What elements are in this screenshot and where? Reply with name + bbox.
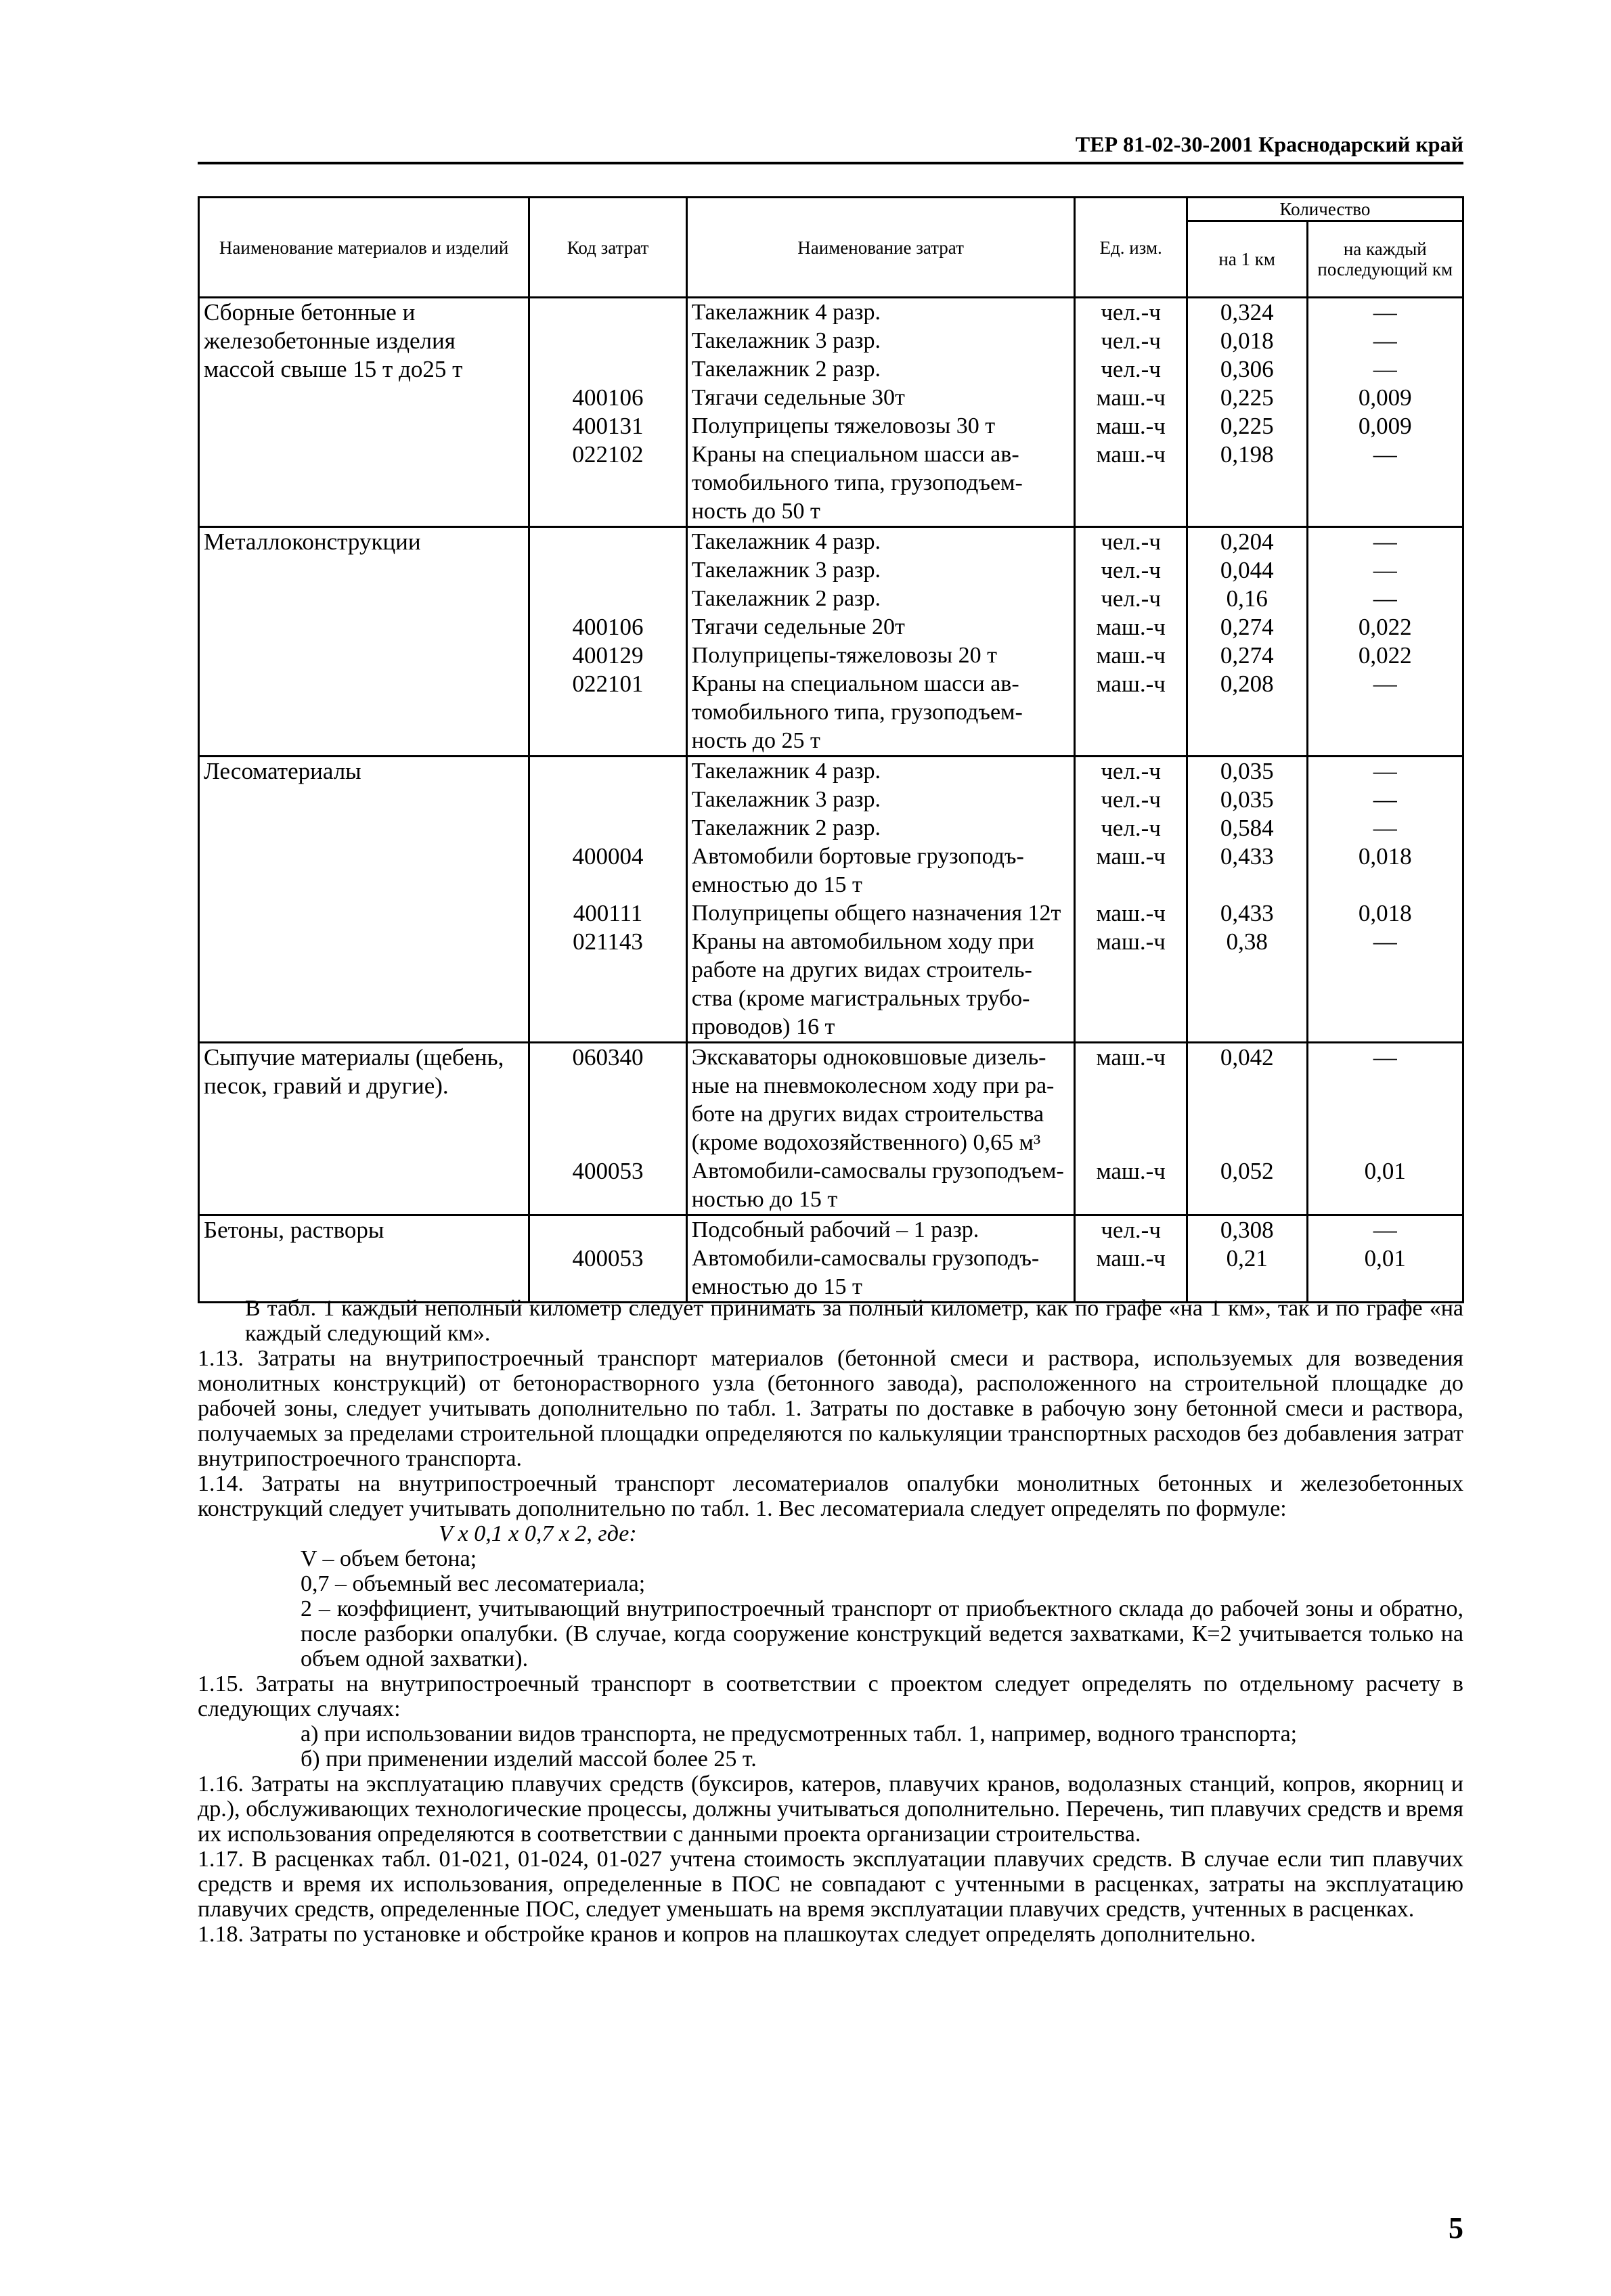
spacer xyxy=(1080,871,1181,899)
unit-cell xyxy=(1075,1215,1187,1303)
qty-per-next-km-cell xyxy=(1307,1043,1463,1215)
cost-name-line: ства (кроме магистральных трубо- xyxy=(691,986,1030,1011)
qty-per-1km: 0,204 xyxy=(1220,528,1274,555)
col-per-1km: на 1 км xyxy=(1187,221,1307,298)
spacer xyxy=(1312,1100,1458,1129)
cost-name-line: Такелажник 4 разр. xyxy=(691,300,881,325)
unit: маш.-ч xyxy=(1096,1245,1166,1271)
cost-name-line: Тягачи седельные 30т xyxy=(691,385,905,410)
spacer xyxy=(534,871,681,899)
formula-def-07: 0,7 – объемный вес лесоматериала; xyxy=(301,1571,646,1596)
body-text xyxy=(198,1296,1463,1947)
qty-per-next-km-cell xyxy=(1307,298,1463,527)
cost-code: 400106 xyxy=(572,384,644,411)
spacer xyxy=(534,1129,681,1157)
col-cost-name: Наименование затрат xyxy=(686,198,1075,298)
paragraph-1-15-b: б) при применении изделий массой более 25 т. xyxy=(301,1747,757,1772)
paragraph-1-17: 1.17. В расценках табл. 01-021, 01-024, 01-027 учтена стоимость эксплуатации плавучих средств. В случае если тип плавучих средств и время их использования, определенные в ПОС не совпадают с учтенными в расценках, затраты на эксплуатацию плавучих средств, определенные ПОС, следует уменьшать на время эксплуатации плавучих средств, учтенных в расценках. xyxy=(198,1847,1463,1922)
table-row xyxy=(199,1043,1463,1215)
qty-per-1km: 0,042 xyxy=(1220,1044,1274,1071)
cost-name-line: Такелажник 2 разр. xyxy=(691,586,881,611)
table-row xyxy=(199,757,1463,1043)
paragraph-1-18: 1.18. Затраты по установке и обстройке кранов и копров на плашкоутах следует определять дополнительно. xyxy=(198,1922,1256,1947)
material-name: Металлоконструкции xyxy=(199,527,529,757)
unit: маш.-ч xyxy=(1096,1158,1166,1184)
spacer xyxy=(1312,727,1458,755)
unit: маш.-ч xyxy=(1096,900,1166,926)
qty-per-1km: 0,274 xyxy=(1220,642,1274,669)
cost-name-cell xyxy=(686,527,1075,757)
qty-per-next-km: — xyxy=(1373,758,1397,784)
qty-per-1km: 0,018 xyxy=(1220,328,1274,354)
unit: чел.-ч xyxy=(1101,786,1161,813)
cost-name-line: Экскаваторы одноковшовые дизель- xyxy=(691,1045,1046,1070)
spacer xyxy=(534,727,681,755)
qty-per-1km: 0,308 xyxy=(1220,1217,1274,1243)
transport-costs-table xyxy=(198,196,1464,1303)
cost-name-line: ность до 25 т xyxy=(691,728,820,753)
unit: маш.-ч xyxy=(1096,642,1166,669)
spacer xyxy=(1080,1186,1181,1214)
qty-per-next-km: 0,009 xyxy=(1358,413,1412,439)
col-material: Наименование материалов и изделий xyxy=(199,198,529,298)
cost-name-line: Тягачи седельные 20т xyxy=(691,614,905,639)
qty-per-next-km-cell xyxy=(1307,1215,1463,1303)
qty-per-next-km: 0,009 xyxy=(1358,384,1412,411)
unit: чел.-ч xyxy=(1101,557,1161,583)
cost-code: 400004 xyxy=(572,843,644,870)
unit: маш.-ч xyxy=(1096,928,1166,955)
cost-name-line: боте на других видах строительства xyxy=(691,1102,1044,1127)
cost-code: 400129 xyxy=(572,642,644,669)
cost-name-line: Такелажник 4 разр. xyxy=(691,759,881,784)
unit: чел.-ч xyxy=(1101,299,1161,325)
paragraph-1-15: 1.15. Затраты на внутрипостроечный транспорт в соответствии с проектом следует определять по отдельному расчету в следующих случаях: xyxy=(198,1671,1463,1721)
spacer xyxy=(1080,469,1181,497)
col-quantity: Количество xyxy=(1187,198,1463,221)
spacer xyxy=(534,469,681,497)
cost-code xyxy=(534,1216,681,1244)
spacer xyxy=(534,1186,681,1214)
qty-per-1km: 0,208 xyxy=(1220,671,1274,697)
cost-name-line: Такелажник 3 разр. xyxy=(691,787,881,812)
qty-per-next-km: 0,01 xyxy=(1364,1245,1406,1271)
cost-code xyxy=(534,556,681,585)
cost-name-line: Такелажник 2 разр. xyxy=(691,815,881,840)
qty-per-next-km-cell xyxy=(1307,757,1463,1043)
cost-code xyxy=(534,298,681,327)
unit: чел.-ч xyxy=(1101,1217,1161,1243)
spacer xyxy=(1312,1072,1458,1100)
qty-per-1km-cell xyxy=(1187,527,1307,757)
cost-name-line: Подсобный рабочий – 1 разр. xyxy=(691,1217,979,1242)
cost-code-cell xyxy=(529,527,686,757)
cost-name-line: Такелажник 3 разр. xyxy=(691,558,881,583)
cost-code xyxy=(534,355,681,384)
qty-per-next-km: 0,022 xyxy=(1358,614,1412,640)
cost-code: 400131 xyxy=(572,413,644,439)
cost-code-cell xyxy=(529,757,686,1043)
document-code: ТЕР 81-02-30-2001 Краснодарский край xyxy=(1075,132,1463,156)
qty-per-next-km: — xyxy=(1373,1044,1397,1071)
cost-name-line: работе на других видах строитель- xyxy=(691,958,1032,983)
cost-name-line: Краны на специальном шасси ав- xyxy=(691,671,1019,696)
spacer xyxy=(1080,1100,1181,1129)
unit: чел.-ч xyxy=(1101,815,1161,841)
spacer xyxy=(1080,497,1181,526)
spacer xyxy=(534,985,681,1013)
unit: чел.-ч xyxy=(1101,758,1161,784)
unit: маш.-ч xyxy=(1096,384,1166,411)
material-name: Сборные бетонные и железобетонные изделия массой свыше 15 т до25 т xyxy=(199,298,529,527)
spacer xyxy=(1080,956,1181,985)
table-row xyxy=(199,527,1463,757)
qty-per-1km: 0,433 xyxy=(1220,900,1274,926)
cost-name-line: Краны на специальном шасси ав- xyxy=(691,442,1019,467)
formula: V x 0,1 x 0,7 x 2, где: xyxy=(439,1521,637,1546)
spacer xyxy=(534,1013,681,1041)
qty-per-next-km: — xyxy=(1373,441,1397,468)
spacer xyxy=(1080,727,1181,755)
spacer xyxy=(1312,698,1458,727)
qty-per-1km: 0,274 xyxy=(1220,614,1274,640)
spacer xyxy=(1080,1072,1181,1100)
cost-code: 400053 xyxy=(572,1158,644,1184)
qty-per-next-km: — xyxy=(1373,786,1397,813)
spacer xyxy=(1312,985,1458,1013)
qty-per-1km: 0,035 xyxy=(1220,786,1274,813)
cost-code-cell xyxy=(529,1043,686,1215)
unit-cell xyxy=(1075,757,1187,1043)
qty-per-1km-cell xyxy=(1187,298,1307,527)
qty-per-1km: 0,225 xyxy=(1220,384,1274,411)
unit: маш.-ч xyxy=(1096,1044,1166,1071)
table-row xyxy=(199,298,1463,527)
cost-name-line: Полуприцепы общего назначения 12т xyxy=(691,901,1061,926)
cost-code: 022101 xyxy=(572,671,644,697)
cost-name-line: томобильного типа, грузоподъем- xyxy=(691,470,1023,495)
qty-per-next-km: — xyxy=(1373,928,1397,955)
unit: маш.-ч xyxy=(1096,614,1166,640)
spacer xyxy=(1312,469,1458,497)
qty-per-next-km: — xyxy=(1373,299,1397,325)
unit: маш.-ч xyxy=(1096,441,1166,468)
col-unit: Ед. изм. xyxy=(1075,198,1187,298)
qty-per-next-km: — xyxy=(1373,585,1397,612)
spacer xyxy=(1080,1129,1181,1157)
formula-def-v: V – объем бетона; xyxy=(301,1546,477,1571)
spacer xyxy=(1192,698,1302,727)
cost-code xyxy=(534,786,681,814)
material-name: Бетоны, растворы xyxy=(199,1215,529,1303)
spacer xyxy=(534,956,681,985)
paragraph-1-16: 1.16. Затраты на эксплуатацию плавучих средств (буксиров, катеров, плавучих кранов, водолазных станций, копров, якорниц и др.), обслуживающих технологические процессы, должны учитываться дополнительно. Перечень, тип плавучих средств и время их использования определяются в соответствии с данными проекта организации строительства. xyxy=(198,1772,1463,1847)
page-header xyxy=(198,132,1463,163)
qty-per-1km: 0,21 xyxy=(1226,1245,1268,1271)
paragraph-1-15-a: а) при использовании видов транспорта, не предусмотренных табл. 1, например, водного транспорта; xyxy=(301,1721,1298,1747)
spacer xyxy=(1312,1186,1458,1214)
cost-code: 060340 xyxy=(572,1044,644,1071)
cost-name-line: Краны на автомобильном ходу при xyxy=(691,929,1034,954)
cost-name-line: (кроме водохозяйственного) 0,65 м³ xyxy=(691,1130,1041,1155)
spacer xyxy=(1192,871,1302,899)
cost-name-line: проводов) 16 т xyxy=(691,1014,835,1039)
cost-code xyxy=(534,757,681,786)
cost-code-cell xyxy=(529,1215,686,1303)
qty-per-next-km: 0,018 xyxy=(1358,900,1412,926)
qty-per-next-km: 0,022 xyxy=(1358,642,1412,669)
cost-code: 400106 xyxy=(572,614,644,640)
qty-per-1km: 0,433 xyxy=(1220,843,1274,870)
cost-name-line: Автомобили бортовые грузоподъ- xyxy=(691,844,1024,869)
table-note: В табл. 1 каждый неполный километр следует принимать за полный километр, как по графе «на 1 км», так и по графе «на каждый следующий км». xyxy=(245,1296,1463,1346)
spacer xyxy=(1192,1186,1302,1214)
qty-per-1km-cell xyxy=(1187,1043,1307,1215)
qty-per-next-km: — xyxy=(1373,1217,1397,1243)
cost-name-cell xyxy=(686,298,1075,527)
spacer xyxy=(1312,871,1458,899)
spacer xyxy=(1312,1129,1458,1157)
col-per-next-km: на каждый последующий км xyxy=(1307,221,1463,298)
unit-cell xyxy=(1075,1043,1187,1215)
qty-per-next-km-cell xyxy=(1307,527,1463,757)
qty-per-1km-cell xyxy=(1187,1215,1307,1303)
cost-code: 400053 xyxy=(572,1245,644,1271)
unit: чел.-ч xyxy=(1101,356,1161,382)
qty-per-1km: 0,324 xyxy=(1220,299,1274,325)
spacer xyxy=(1312,956,1458,985)
spacer xyxy=(1192,956,1302,985)
cost-name-line: Автомобили-самосвалы грузоподъ- xyxy=(691,1246,1040,1271)
spacer xyxy=(1080,985,1181,1013)
unit-cell xyxy=(1075,298,1187,527)
unit: маш.-ч xyxy=(1096,671,1166,697)
cost-name-line: Такелажник 2 разр. xyxy=(691,357,881,382)
qty-per-next-km: 0,01 xyxy=(1364,1158,1406,1184)
qty-per-1km: 0,198 xyxy=(1220,441,1274,468)
cost-code xyxy=(534,585,681,613)
unit-cell xyxy=(1075,527,1187,757)
cost-name-line: Такелажник 3 разр. xyxy=(691,328,881,353)
formula-def-2: 2 – коэффициент, учитывающий внутрипостроечный транспорт от приобъектного склада до рабочей зоны и обратно, после разборки опалубки. (В случае, когда сооружение конструкций ведется захватками, К=2 учитывается только на объем одной захватки). xyxy=(301,1596,1463,1671)
cost-code xyxy=(534,327,681,355)
spacer xyxy=(1192,469,1302,497)
qty-per-1km: 0,584 xyxy=(1220,815,1274,841)
spacer xyxy=(1080,698,1181,727)
unit: маш.-ч xyxy=(1096,413,1166,439)
spacer xyxy=(1192,985,1302,1013)
cost-code: 022102 xyxy=(572,441,644,468)
qty-per-next-km: — xyxy=(1373,528,1397,555)
cost-code-cell xyxy=(529,298,686,527)
cost-name-line: емностью до 15 т xyxy=(691,1274,862,1299)
cost-code: 021143 xyxy=(573,928,643,955)
unit: чел.-ч xyxy=(1101,585,1161,612)
spacer xyxy=(1312,497,1458,526)
cost-code xyxy=(534,528,681,556)
cost-name-cell xyxy=(686,1043,1075,1215)
spacer xyxy=(1192,1072,1302,1100)
spacer xyxy=(534,1100,681,1129)
qty-per-1km: 0,38 xyxy=(1226,928,1268,955)
cost-name-line: Полуприцепы тяжеловозы 30 т xyxy=(691,413,996,438)
unit: маш.-ч xyxy=(1096,843,1166,870)
cost-name-line: ные на пневмоколесном ходу при ра- xyxy=(691,1073,1055,1098)
qty-per-1km: 0,225 xyxy=(1220,413,1274,439)
table-row xyxy=(199,1215,1463,1303)
unit: чел.-ч xyxy=(1101,528,1161,555)
spacer xyxy=(534,1072,681,1100)
qty-per-next-km: — xyxy=(1373,671,1397,697)
qty-per-next-km: — xyxy=(1373,356,1397,382)
spacer xyxy=(534,698,681,727)
paragraph-1-14: 1.14. Затраты на внутрипостроечный транспорт лесоматериалов опалубки монолитных бетонных и железобетонных конструкций следует учитывать дополнительно по табл. 1. Вес лесоматериала следует определять по формуле: xyxy=(198,1471,1463,1521)
cost-name-cell xyxy=(686,1215,1075,1303)
spacer xyxy=(1192,1013,1302,1041)
page-number: 5 xyxy=(1449,2211,1463,2245)
qty-per-next-km: — xyxy=(1373,815,1397,841)
material-name: Лесоматериалы xyxy=(199,757,529,1043)
spacer xyxy=(534,497,681,526)
spacer xyxy=(1080,1013,1181,1041)
cost-code: 400111 xyxy=(573,900,643,926)
spacer xyxy=(1192,1100,1302,1129)
spacer xyxy=(1192,727,1302,755)
header-rule xyxy=(198,162,1463,164)
cost-name-line: Такелажник 4 разр. xyxy=(691,529,881,554)
table-body xyxy=(199,298,1463,1303)
cost-code xyxy=(534,814,681,842)
cost-name-line: ностью до 15 т xyxy=(691,1187,838,1212)
qty-per-1km: 0,052 xyxy=(1220,1158,1274,1184)
spacer xyxy=(1192,1129,1302,1157)
qty-per-1km: 0,044 xyxy=(1220,557,1274,583)
qty-per-next-km: 0,018 xyxy=(1358,843,1412,870)
cost-name-cell xyxy=(686,757,1075,1043)
cost-name-line: ность до 50 т xyxy=(691,499,820,524)
spacer xyxy=(1192,497,1302,526)
cost-name-line: Полуприцепы-тяжеловозы 20 т xyxy=(691,643,997,668)
unit: чел.-ч xyxy=(1101,328,1161,354)
cost-name-line: емностью до 15 т xyxy=(691,872,862,897)
material-name: Сыпучие материалы (щебень, песок, гравий и другие). xyxy=(199,1043,529,1215)
spacer xyxy=(1312,1013,1458,1041)
cost-name-line: Автомобили-самосвалы грузоподъем- xyxy=(691,1158,1064,1184)
col-code: Код затрат xyxy=(529,198,686,298)
qty-per-1km: 0,035 xyxy=(1220,758,1274,784)
qty-per-next-km: — xyxy=(1373,557,1397,583)
paragraph-1-13: 1.13. Затраты на внутрипостроечный транспорт материалов (бетонной смеси и раствора, используемых для возведения монолитных конструкций) от бетонорастворного узла (бетонного завода), расположенного на строительной площадке до рабочей зоны, следует учитывать дополнительно по табл. 1. Затраты по доставке в рабочую зону бетонной смеси и раствора, получаемых за пределами строительной площадки определяются по калькуляции транспортных расходов без добавления затрат внутрипостроечного транспорта. xyxy=(198,1346,1463,1471)
qty-per-next-km: — xyxy=(1373,328,1397,354)
qty-per-1km-cell xyxy=(1187,757,1307,1043)
qty-per-1km: 0,306 xyxy=(1220,356,1274,382)
cost-name-line: томобильного типа, грузоподъем- xyxy=(691,700,1023,725)
qty-per-1km: 0,16 xyxy=(1226,585,1268,612)
